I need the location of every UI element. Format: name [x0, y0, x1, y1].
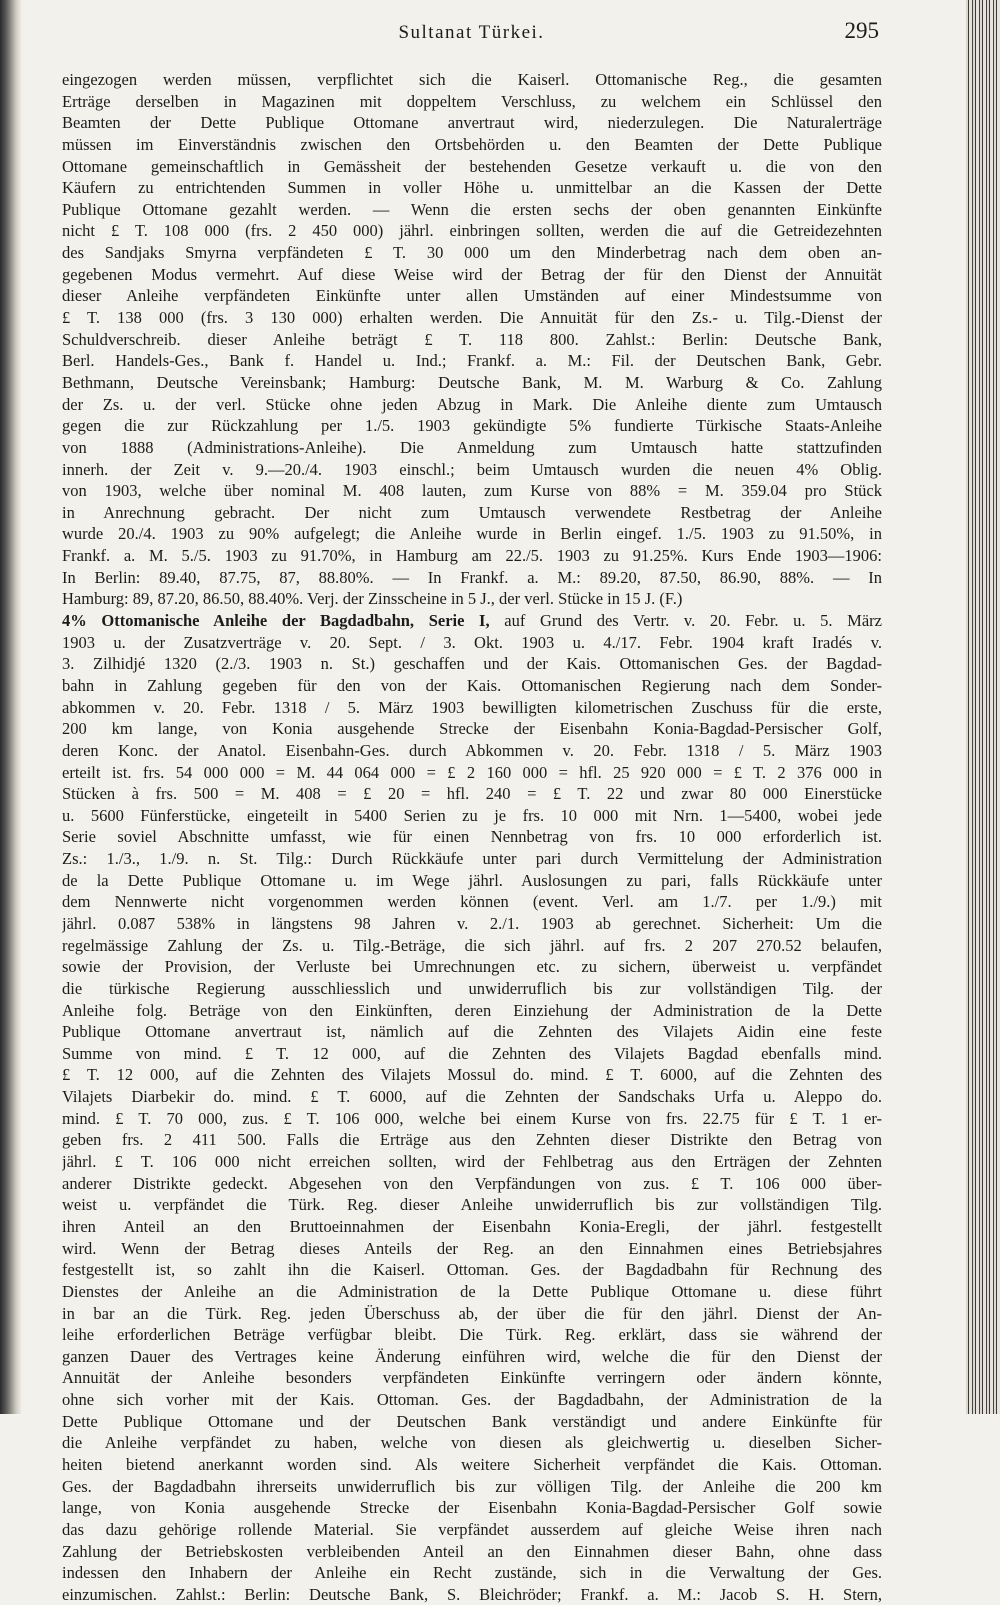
text-line: £ T. 138 000 (frs. 3 130 000) erhalten werden. Die Annuität für den Zs.- u. Tilg.-Dienst der: [62, 308, 882, 328]
text-line: dieser Anleihe verpfändeten Einkünfte unter allen Umständen auf einer Mindestsumme von: [62, 286, 882, 306]
text-line: heiten bietend anerkannt worden sind. Als weitere Sicherheit verpfändet die Kais. Ottoman.: [62, 1455, 882, 1474]
text-line: wird. Wenn der Betrag dieses Anteils der Reg. an den Einnahmen eines Betriebsjahres: [62, 1238, 882, 1258]
text-line: Summe von mind. £ T. 12 000, auf die Zehnten des Vilajets Bagdad ebenfalls mind.: [62, 1043, 882, 1063]
text-line: £ T. 12 000, auf die Zehnten des Vilajets Mossul do. mind. £ T. 6000, auf die Zehnten des: [62, 1065, 882, 1085]
text-line: der Zs. u. der verl. Stücke ohne jeden Abzug in Mark. Die Anleihe diente zum Umtausch: [62, 394, 882, 414]
page-scan-edge-right: [966, 0, 1000, 1414]
text-line: innerh. der Zeit v. 9.—20./4. 1903 einschl.; beim Umtausch wurden die neuen 4% Oblig.: [62, 459, 882, 479]
page-text: [62, 69, 882, 1605]
section-heading-line: [62, 610, 882, 632]
text-line: de la Dette Publique Ottomane u. im Wege jährl. Auslosungen zu pari, falls Rückkäufe unter: [62, 870, 882, 890]
text-line: Zs.: 1./3., 1./9. n. St. Tilg.: Durch Rückkäufe unter pari durch Vermittelung der Administration: [62, 849, 882, 869]
paragraph-bagdadbahn-loan: [62, 632, 882, 1605]
text-line: des Sandjaks Smyrna verpfändeten £ T. 30 000 um den Minderbetrag nach dem oben an-: [62, 243, 882, 263]
text-line: 3. Zilhidjé 1320 (2./3. 1903 n. St.) geschaffen und der Kais. Ottomanischen Ges. der Bagdad-: [62, 654, 882, 674]
text-line: Vilajets Diarbekir do. mind. £ T. 6000, auf die Zehnten der Sandschaks Urfa u. Aleppo do.: [62, 1087, 882, 1107]
text-line: sowie der Provision, der Verluste bei Umrechnungen etc. zu sichern, überweist u. verpfändet: [62, 957, 882, 977]
page-header: [64, 18, 879, 48]
text-line: Frankf. a. M. 5./5. 1903 zu 91.70%, in Hamburg am 22./5. 1903 zu 91.25%. Kurs Ende 1903—1906:: [62, 546, 882, 566]
page-scan-edge-left: [0, 0, 22, 1414]
text-line: Käufern zu entrichtenden Summen in voller Höhe u. unmittelbar an die Kassen der Dette: [62, 178, 882, 198]
text-line: Dette Publique Ottomane und der Deutschen Bank verständigt und andere Einkünfte für: [62, 1411, 882, 1431]
section-heading: 4% Ottomanische Anleihe der Bagdadbahn, Serie I,: [62, 611, 490, 631]
text-line: Bethmann, Deutsche Vereinsbank; Hamburg: Deutsche Bank, M. M. Warburg & Co. Zahlung: [62, 372, 882, 392]
text-line: Ges. der Bagdadbahn ihrerseits unwiderruflich bis zur völligen Tilg. der Anleihe die 200 km: [62, 1476, 882, 1496]
text-line: indessen den Inhabern der Anleihe ein Recht zustände, sich in die Verwaltung der Ges.: [62, 1563, 882, 1583]
text-line: leihe erforderlichen Beträge verfügbar bleibt. Die Türk. Reg. erklärt, dass sie während der: [62, 1325, 882, 1345]
text-line: ihren Anteil an den Bruttoeinnahmen der Eisenbahn Konia-Eregli, der jährl. festgestellt: [62, 1216, 882, 1236]
text-line: ohne sich vorher mit der Kais. Ottoman. Ges. der Bagdadbahn, der Administration de la: [62, 1390, 882, 1410]
text-line: Anleihe folg. Beträge von den Einkünften, deren Einziehung der Administration de la Dette: [62, 1000, 882, 1020]
text-line: in bar an die Türk. Reg. jeden Überschuss ab, der über die für den jährl. Dienst der An-: [62, 1303, 882, 1323]
text-line: anderer Distrikte gedeckt. Abgesehen von den Verpfändungen von zus. £ T. 106 000 über-: [62, 1173, 882, 1193]
text-line: In Berlin: 89.40, 87.75, 87, 88.80%. — In Frankf. a. M.: 89.20, 87.50, 86.90, 88%. — In: [62, 567, 882, 587]
text-line: 200 km lange, von Konia ausgehende Strecke der Eisenbahn Konia-Bagdad-Persischer Golf,: [62, 719, 882, 739]
text-line: mind. £ T. 70 000, zus. £ T. 106 000, welche bei einem Kurse von frs. 22.75 für £ T. 1 er-: [62, 1108, 882, 1128]
text-line: regelmässige Zahlung der Zs. u. Tilg.-Beträge, die sich jährl. auf frs. 2 207 270.52 belaufen,: [62, 935, 882, 955]
text-line: einzumischen. Zahlst.: Berlin: Deutsche Bank, S. Bleichröder; Frankf. a. M.: Jacob S. H. Stern,: [62, 1584, 882, 1604]
text-line: Serie soviel Abschnitte umfasst, wie für einen Nennbetrag von frs. 10 000 erforderlich ist.: [62, 827, 882, 847]
text-line: jährl. £ T. 106 000 nicht erreichen sollten, wird der Fehlbetrag aus den Erträgen der Zehnten: [62, 1152, 882, 1172]
text-line: Stücken à frs. 500 = M. 408 = £ 20 = hfl. 240 = £ T. 22 und zwar 80 000 Einerstücke: [62, 784, 882, 804]
text-line: von 1888 (Administrations-Anleihe). Die Anmeldung zum Umtausch hatte stattzufinden: [62, 437, 882, 457]
text-line: wurde 20./4. 1903 zu 90% aufgelegt; die Anleihe wurde in Berlin eingef. 1./5. 1903 zu 91.50%, in: [62, 524, 882, 544]
text-line: Ottomane gemeinschaftlich in Gemässheit der bestehenden Gesetze verkauft u. die von den: [62, 156, 882, 176]
text-line: u. 5600 Fünferstücke, eingeteilt in 5400 Serien zu je frs. 10 000 mit Nrn. 1—5400, wobei jede: [62, 805, 882, 825]
text-line: Annuität der Anleihe besonders verpfändeten Einkünfte verringern oder ändern könnte,: [62, 1368, 882, 1388]
text-line: Dienstes der Anleihe an die Administration de la Dette Publique Ottomane u. diese führt: [62, 1281, 882, 1301]
text-line: lange, von Konia ausgehende Strecke der Eisenbahn Konia-Bagdad-Persischer Golf sowie: [62, 1498, 882, 1518]
text-line: Zahlung der Betriebskosten verbleibenden Anteil an den Einnahmen dieser Bahn, ohne dass: [62, 1541, 882, 1561]
text-line: in Anrechnung gebracht. Der nicht zum Umtausch verwendete Restbetrag der Anleihe: [62, 502, 882, 522]
text-line: geben frs. 2 411 500. Falls die Erträge aus den Zehnten dieser Distrikte den Betrag von: [62, 1130, 882, 1150]
text-line: das dazu gehörige rollende Material. Sie verpfändet ausserdem auf gleiche Weise ihren nach: [62, 1519, 882, 1539]
text-line: deren Konc. der Anatol. Eisenbahn-Ges. durch Abkommen v. 20. Febr. 1318 / 5. März 1903: [62, 740, 882, 760]
running-title: Sultanat Türkei.: [398, 22, 545, 43]
text-line: gegebenen Modus vermehrt. Auf diese Weise wird der Betrag der für den Dienst der Annuität: [62, 264, 882, 284]
text-line: Hamburg: 89, 87.20, 86.50, 88.40%. Verj. der Zinsscheine in 5 J., der verl. Stücke in 15 J. (F.): [62, 589, 683, 609]
page-number: 295: [844, 18, 879, 43]
text-line: Beamten der Dette Publique Ottomane anvertraut wird, niederzulegen. Die Naturalerträge: [62, 113, 882, 133]
text-line: Schuldverschreib. dieser Anleihe beträgt £ T. 118 800. Zahlst.: Berlin: Deutsche Bank,: [62, 329, 882, 349]
text-line: bahn in Zahlung gegeben für den von der Kais. Ottomanischen Regierung nach dem Sonder-: [62, 675, 882, 695]
text-line: 1903 u. der Zusatzverträge v. 20. Sept. / 3. Okt. 1903 u. 4./17. Febr. 1904 kraft Iradés v.: [62, 632, 882, 652]
text-line: jährl. 0.087 538% in längstens 98 Jahren v. 2./1. 1903 ab gerechnet. Sicherheit: Um die: [62, 913, 882, 933]
text-line: ganzen Dauer des Vertrages keine Änderung einführen wird, welche die für den Dienst der: [62, 1346, 882, 1366]
text-line: festgestellt ist, so zahlt ihn die Kaiserl. Ottoman. Ges. der Bagdadbahn für Rechnung des: [62, 1260, 882, 1280]
text-line: eingezogen werden müssen, verpflichtet sich die Kaiserl. Ottomanische Reg., die gesamten: [62, 70, 882, 89]
text-line: weist u. verpfändet die Türk. Reg. dieser Anleihe unwiderruflich bis zur vollständigen Tilg.: [62, 1195, 882, 1215]
text-line: von 1903, welche über nominal M. 408 lauten, zum Kurse von 88% = M. 359.04 pro Stück: [62, 481, 882, 501]
text-line: nicht £ T. 108 000 (frs. 2 450 000) jährl. einbringen sollten, werden die auf die Getreidezehnten: [62, 221, 882, 241]
text-line: Erträge derselben in Magazinen mit doppeltem Verschluss, zu welchem ein Schlüssel den: [62, 91, 882, 111]
text-line: die Anleihe verpfändet zu haben, welche von diesen als gleichwertig u. dieselben Sicher-: [62, 1433, 882, 1453]
text-line: Publique Ottomane gezahlt werden. — Wenn die ersten sechs der oben genannten Einkünfte: [62, 199, 882, 219]
text-line: Berl. Handels-Ges., Bank f. Handel u. Ind.; Frankf. a. M.: Fil. der Deutschen Bank, Gebr.: [62, 351, 882, 371]
text-line: dem Nennwerte nicht vorgenommen werden können (event. Verl. am 1./7. per 1./9.) mit: [62, 892, 882, 912]
text-line: die türkische Regierung ausschliesslich und unwiderruflich bis zur vollständigen Tilg. der: [62, 978, 882, 998]
text-line: müssen im Einverständnis zwischen den Ortsbehörden u. den Beamten der Dette Publique: [62, 134, 882, 154]
text-line: gegen die zur Rückzahlung per 1./5. 1903 gekündigte 5% fundierte Türkische Staats-Anleihe: [62, 416, 882, 436]
text-line: abkommen v. 20. Febr. 1318 / 5. März 1903 bewilligten kilometrischen Zuschuss für die erste,: [62, 697, 882, 717]
section-heading-rest: auf Grund des Vertr. v. 20. Febr. u. 5. März: [489, 611, 882, 631]
text-line: erteilt ist. frs. 54 000 000 = M. 44 064 000 = £ 2 160 000 = hfl. 25 920 000 = £ T. 2 376 000 in: [62, 762, 882, 782]
text-line: Publique Ottomane anvertraut ist, nämlich auf die Zehnten des Vilajets Aidin eine feste: [62, 1022, 882, 1042]
paragraph-previous-loan: [62, 69, 882, 610]
